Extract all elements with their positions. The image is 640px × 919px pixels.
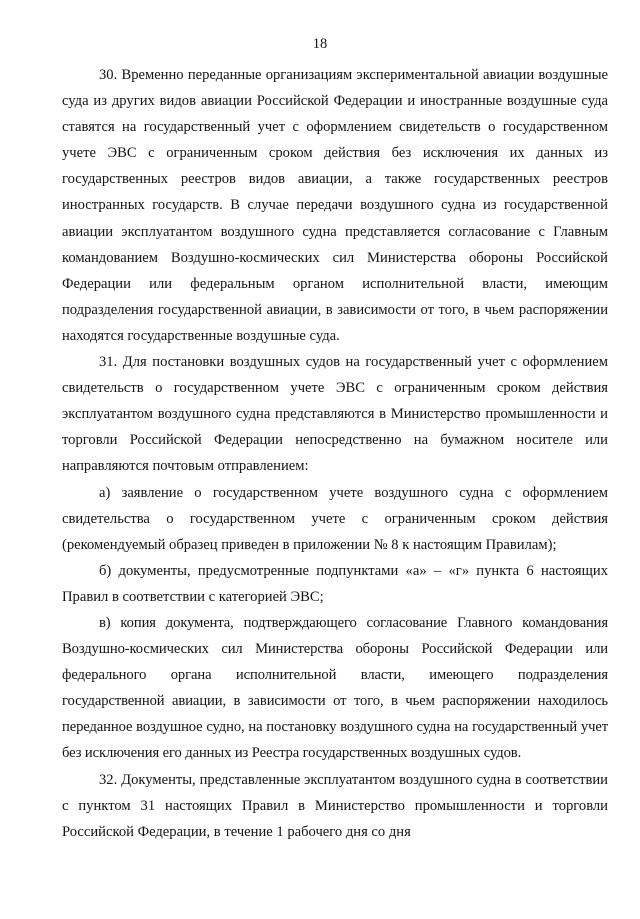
- paragraph-31: 31. Для постановки воздушных судов на государственный учет с оформлением свидетельств о государственном учете ЭВС с ограниченным сроком действия эксплуатантом воздушного судна представляются в Министерство промышленности и торговли Российской Федерации непосредственно на бумажном носителе или направляются почтовым отправлением:: [62, 354, 608, 475]
- paragraph-31-a: а) заявление о государственном учете воздушного судна с оформлением свидетельства о государственном учете с ограниченным сроком действия (рекомендуемый образец приведен в приложении № 8 к настоящим Правилам);: [62, 484, 608, 553]
- paragraph-30: 30. Временно переданные организациям экспериментальной авиации воздушные суда из других видов авиации Российской Федерации и иностранные воздушные суда ставятся на государственный учет с оформлением свидетельств о государственном учете ЭВС с ограниченным сроком действия без исключения их данных из государственных реестров видов авиации, а также государственных реестров иностранных государств. В случае передачи воздушного судна из государственной авиации эксплуатантом воздушного судна представляется согласование с Главным командованием Воздушно-космических сил Министерства обороны Российской Федерации или федеральным органом исполнительной власти, имеющим подразделения государственной авиации, в зависимости от того, в чьем распоряжении находятся государственные воздушные суда.: [62, 67, 608, 344]
- page-number: 18: [312, 36, 328, 52]
- document-body: [62, 62, 608, 845]
- paragraph-31-v: в) копия документа, подтверждающего согласование Главного командования Воздушно-космических сил Министерства обороны Российской Федерации или федерального органа исполнительной власти, имеющего подразделения государственной авиации, в зависимости от того, в чьем распоряжении находилось переданное воздушное судно, на постановку воздушного судна на государственный учет без исключения его данных из Реестра государственных воздушных судов.: [62, 614, 608, 762]
- paragraph-31-b: б) документы, предусмотренные подпунктами «а» – «г» пункта 6 настоящих Правил в соответствии с категорией ЭВС;: [62, 562, 608, 605]
- paragraph-32: 32. Документы, представленные эксплуатантом воздушного судна в соответствии с пунктом 31 настоящих Правил в Министерство промышленности и торговли Российской Федерации, в течение 1 рабочего дня со дня: [62, 771, 608, 840]
